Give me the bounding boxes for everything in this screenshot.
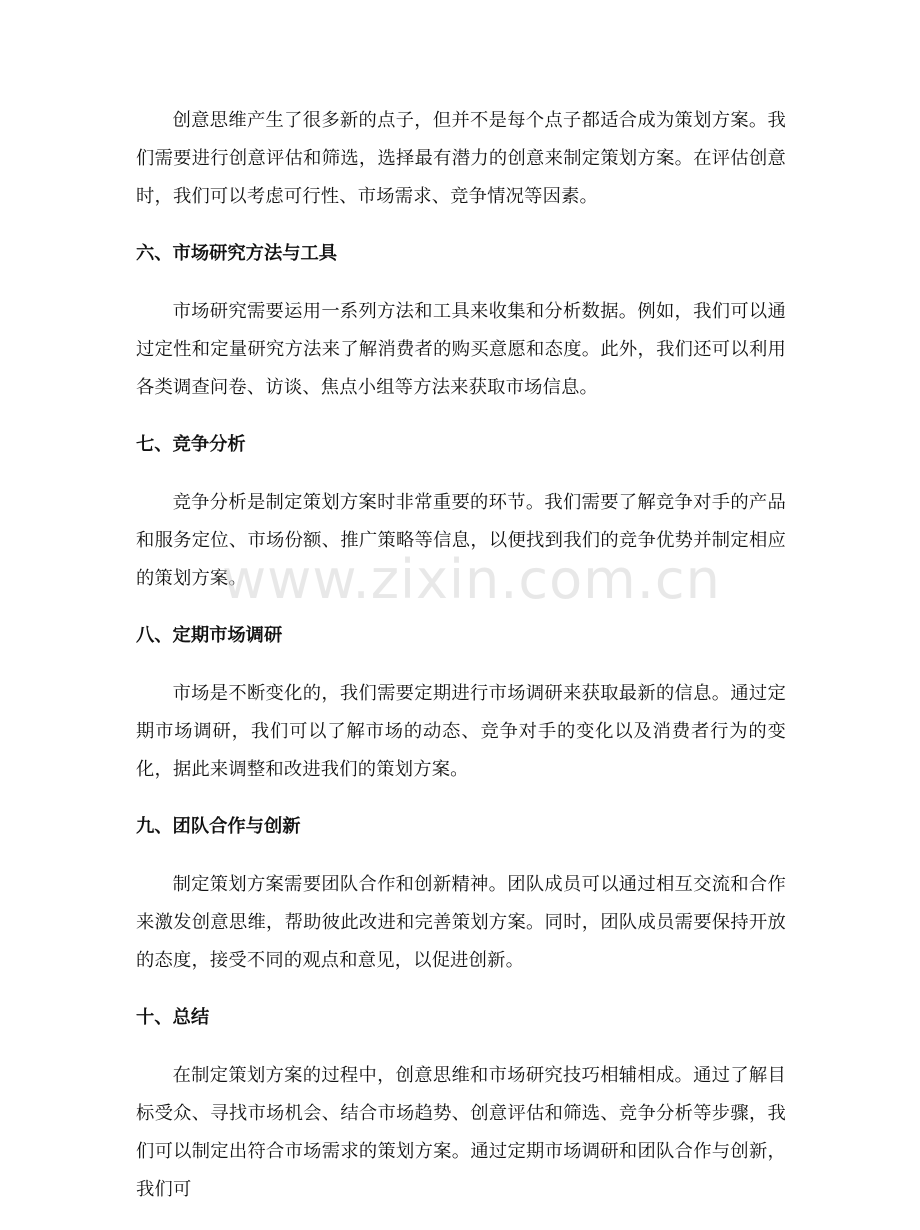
watermark: www.zixin.com.cn	[222, 548, 721, 611]
section-heading-9: 九、团队合作与创新	[136, 816, 301, 837]
section-paragraph-6: 市场研究需要运用一系列方法和工具来收集和分析数据。例如，我们可以通过定性和定量研究方法来了解消费者的购买意愿和态度。此外，我们还可以利用各类调查问卷、访谈、焦点小组等方法来获取市场信息。	[136, 301, 786, 398]
section-paragraph-9: 制定策划方案需要团队合作和创新精神。团队成员可以通过相互交流和合作来激发创意思维，帮助彼此改进和完善策划方案。同时，团队成员需要保持开放的态度，接受不同的观点和意见，以促进创新。	[136, 874, 786, 971]
section-heading-7: 七、竞争分析	[136, 434, 246, 455]
section-paragraph-10: 在制定策划方案的过程中，创意思维和市场研究技巧相辅相成。通过了解目标受众、寻找市场机会、结合市场趋势、创意评估和筛选、竞争分析等步骤，我们可以制定出符合市场需求的策划方案。通过定期市场调研和团队合作与创新，我们可	[136, 1065, 786, 1200]
document-body	[136, 102, 786, 1230]
section-heading-10: 十、总结	[136, 1007, 210, 1028]
section-heading-8: 八、定期市场调研	[136, 625, 283, 646]
intro-paragraph: 创意思维产生了很多新的点子，但并不是每个点子都适合成为策划方案。我们需要进行创意评估和筛选，选择最有潜力的创意来制定策划方案。在评估创意时，我们可以考虑可行性、市场需求、竞争情况等因素。	[136, 110, 786, 207]
section-paragraph-8: 市场是不断变化的，我们需要定期进行市场调研来获取最新的信息。通过定期市场调研，我们可以了解市场的动态、竞争对手的变化以及消费者行为的变化，据此来调整和改进我们的策划方案。	[136, 683, 786, 780]
section-paragraph-7: 竞争分析是制定策划方案时非常重要的环节。我们需要了解竞争对手的产品和服务定位、市场份额、推广策略等信息，以便找到我们的竞争优势并制定相应的策划方案。	[136, 492, 786, 589]
section-heading-6: 六、市场研究方法与工具	[136, 243, 338, 264]
